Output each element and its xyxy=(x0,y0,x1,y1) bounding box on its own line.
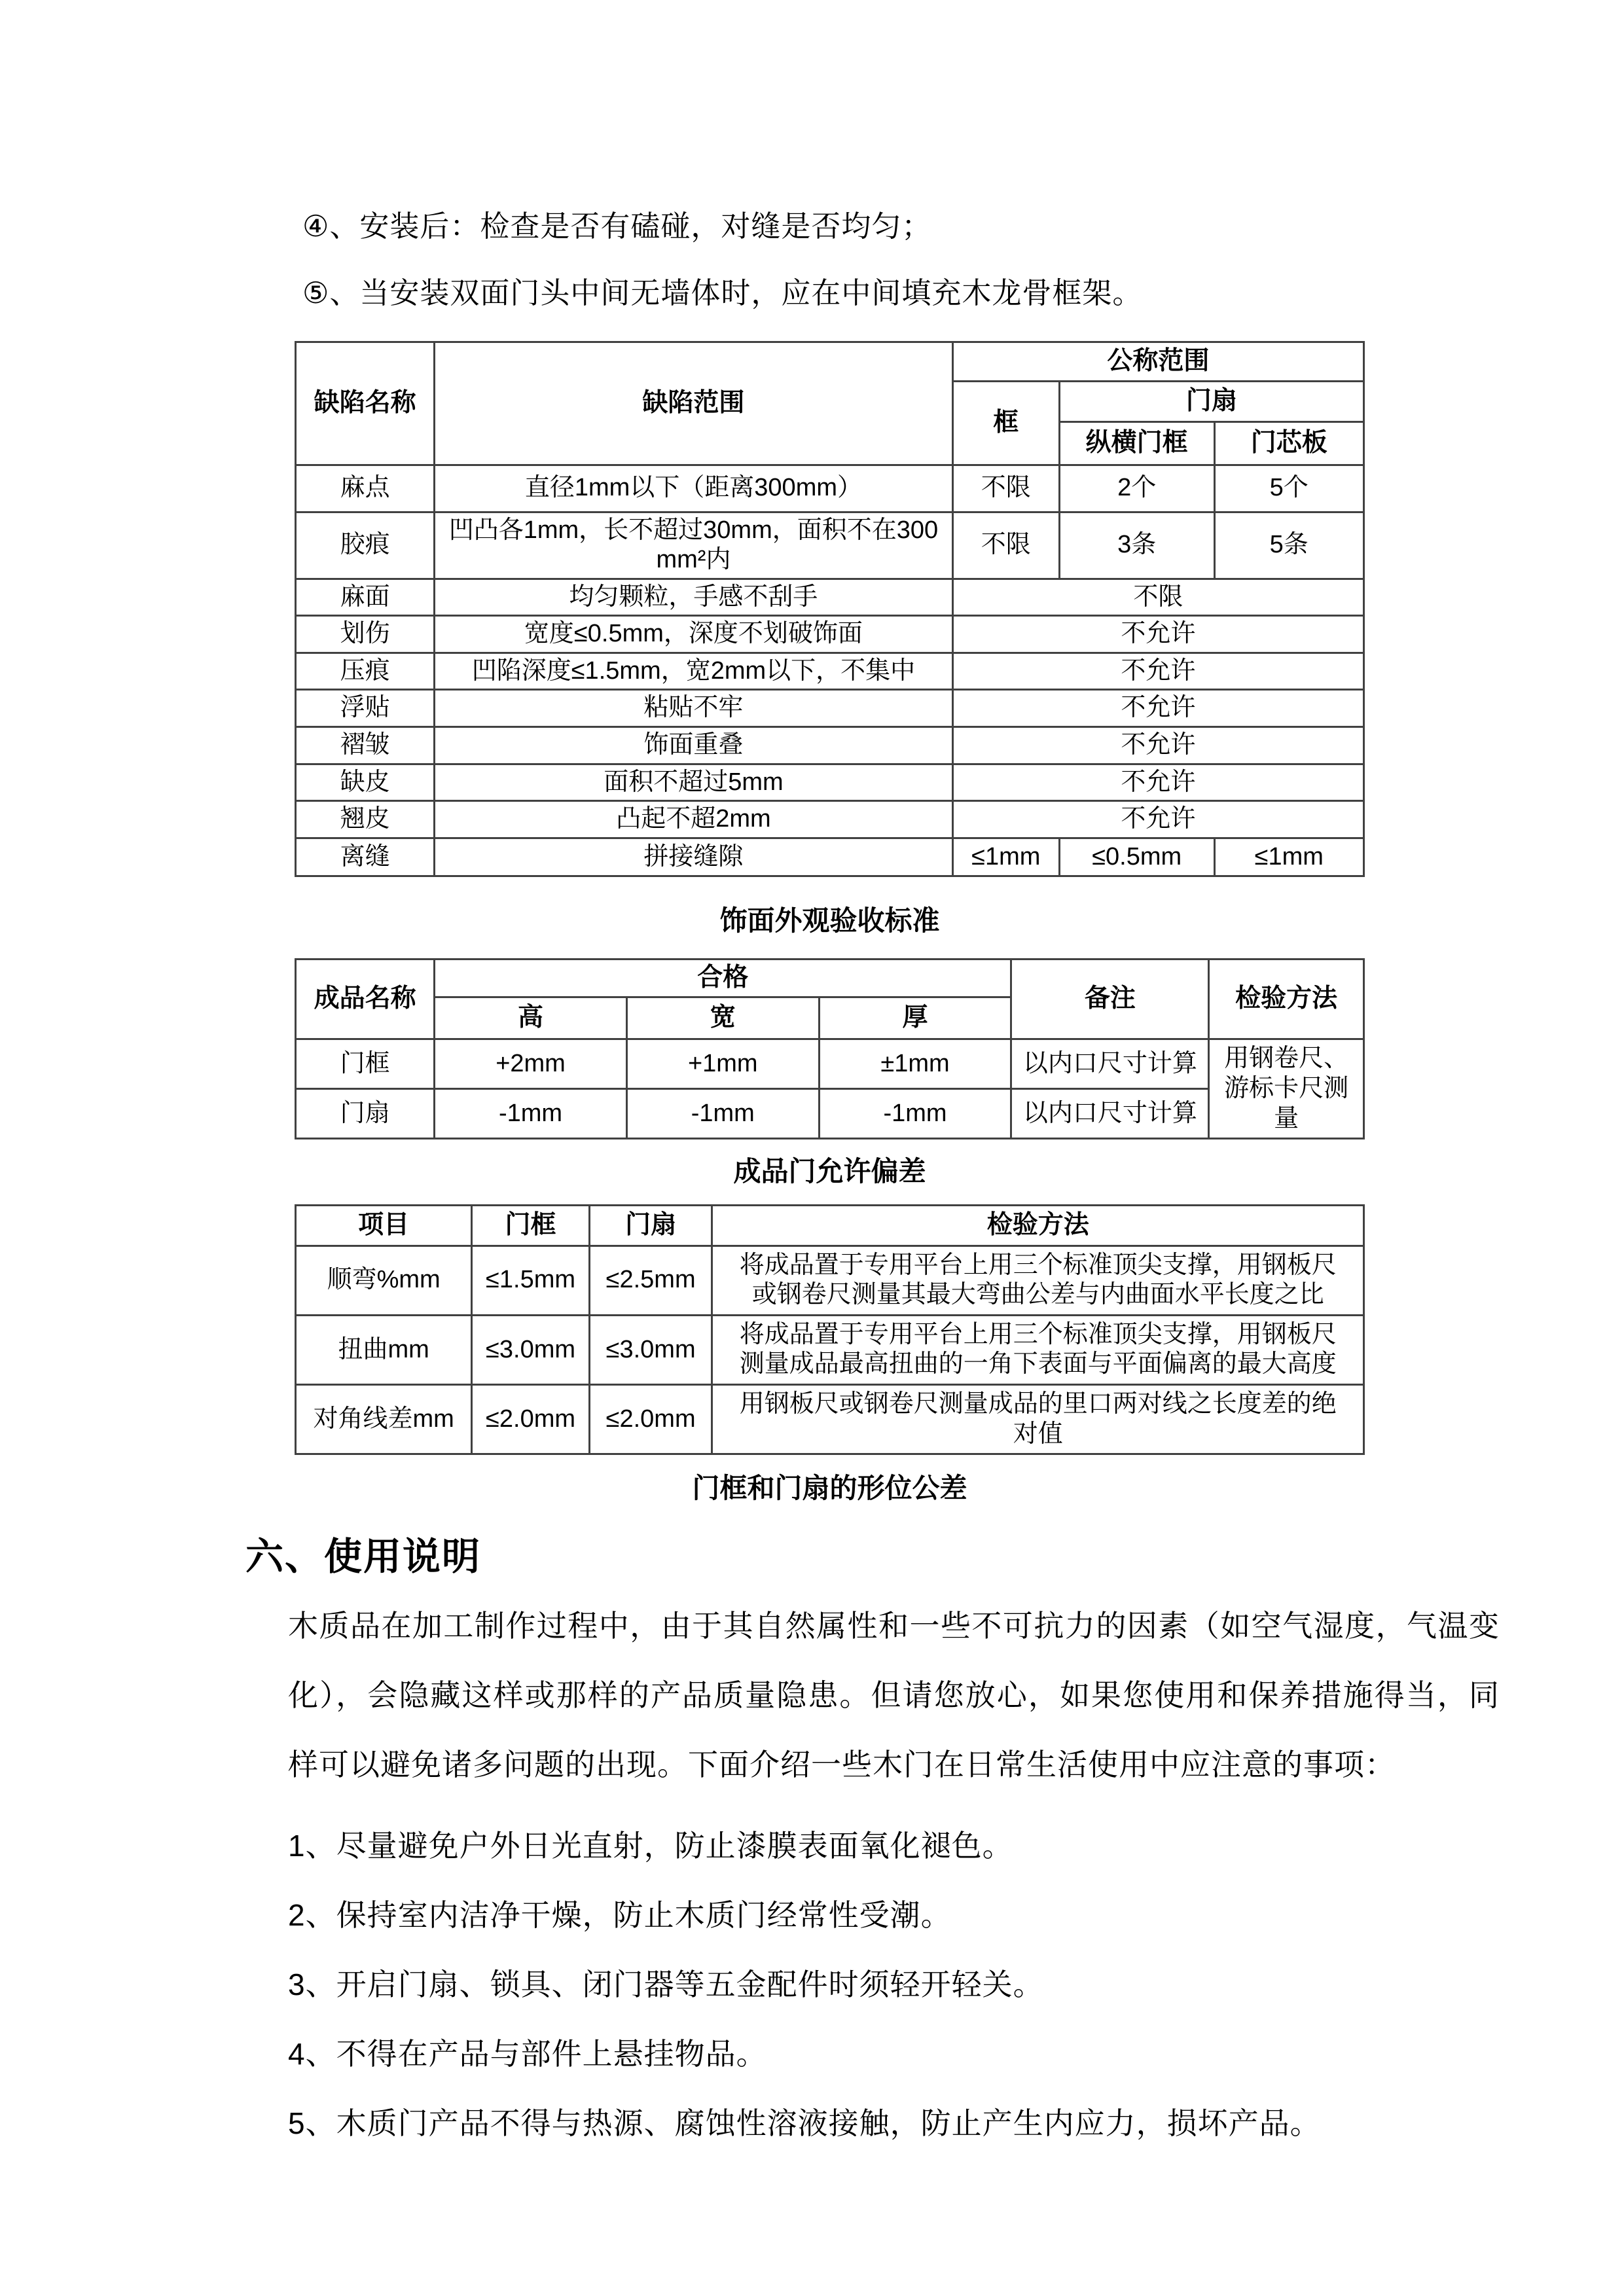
data-cell: 胶痕 xyxy=(296,512,435,579)
data-cell: +2mm xyxy=(435,1039,627,1089)
data-cell: 不允许 xyxy=(952,616,1363,653)
data-cell: 褶皱 xyxy=(296,727,435,764)
data-cell: 麻面 xyxy=(296,579,435,616)
data-cell: 划伤 xyxy=(296,616,435,653)
header-cell-item: 项目 xyxy=(296,1205,472,1246)
table-row xyxy=(296,653,1364,690)
usage-note-list xyxy=(288,1811,1500,2158)
data-cell: 对角线差mm xyxy=(296,1385,472,1454)
header-cell-width: 宽 xyxy=(626,997,819,1039)
data-cell: 不允许 xyxy=(952,764,1363,801)
data-cell: 不允许 xyxy=(952,727,1363,764)
data-cell: ≤0.5mm xyxy=(1059,838,1214,876)
data-cell: 凹凸各1mm，长不超过30mm，面积不在300mm²内 xyxy=(435,512,953,579)
data-cell: 5个 xyxy=(1214,465,1364,512)
data-cell: ≤1.5mm xyxy=(472,1246,590,1315)
data-cell: -1mm xyxy=(435,1089,627,1139)
data-cell: 拼接缝隙 xyxy=(435,838,953,876)
header-cell-height: 高 xyxy=(435,997,627,1039)
table-row xyxy=(296,764,1364,801)
data-cell: 直径1mm以下（距离300mm） xyxy=(435,465,953,512)
finish-appearance-table xyxy=(295,341,1365,877)
header-cell-core-board: 门芯板 xyxy=(1214,422,1364,465)
data-cell: 5条 xyxy=(1214,512,1364,579)
usage-intro-paragraph: 木质品在加工制作过程中，由于其自然属性和一些不可抗力的因素（如空气湿度，气温变化），会隐藏这样或那样的产品质量隐患。但请您放心，如果您使用和保养措施得当，同样可以避免诸多问题的出现。下面介绍一些木门在日常生活使用中应注意的事项： xyxy=(288,1609,1500,1782)
data-cell: 粘贴不牢 xyxy=(435,690,953,727)
data-cell: 不限 xyxy=(952,579,1363,616)
data-cell: 3条 xyxy=(1059,512,1214,579)
header-cell-door-leaf: 门扇 xyxy=(1059,381,1363,422)
data-cell: 以内口尺寸计算 xyxy=(1011,1089,1209,1139)
table-row xyxy=(296,690,1364,727)
tolerance-table xyxy=(295,1204,1365,1456)
usage-note-2: 2、保持室内洁净干燥，防止木质门经常性受潮。 xyxy=(288,1898,952,1933)
table-row xyxy=(296,579,1364,616)
table3-caption: 门框和门扇的形位公差 xyxy=(692,1473,967,1504)
install-step-4: ④、安装后：检查是否有磕碰，对缝是否均匀； xyxy=(302,209,932,243)
data-cell: -1mm xyxy=(819,1089,1011,1139)
data-cell-method: 用钢板尺或钢卷尺测量成品的里口两对线之长度差的绝对值 xyxy=(712,1385,1364,1454)
data-cell: ≤3.0mm xyxy=(589,1315,712,1384)
table2-caption: 成品门允许偏差 xyxy=(733,1156,926,1187)
data-cell: 不允许 xyxy=(952,653,1363,690)
data-cell-method: 将成品置于专用平台上用三个标准顶尖支撑，用钢板尺或钢卷尺测量其最大弯曲公差与内曲面水平长度之比 xyxy=(712,1246,1364,1315)
finish-appearance-table-wrapper xyxy=(295,341,1365,877)
finished-door-deviation-table-wrapper xyxy=(295,958,1365,1139)
table-row xyxy=(296,838,1364,876)
tolerance-table-wrapper xyxy=(295,1204,1365,1456)
data-cell: 凹陷深度≤1.5mm，宽2mm以下，不集中 xyxy=(435,653,953,690)
data-cell: +1mm xyxy=(626,1039,819,1089)
data-cell: ≤1mm xyxy=(1214,838,1364,876)
data-cell: 凸起不超2mm xyxy=(435,801,953,838)
header-cell-note: 备注 xyxy=(1011,960,1209,1039)
header-cell-product-name: 成品名称 xyxy=(296,960,435,1039)
header-cell-thickness: 厚 xyxy=(819,997,1011,1039)
data-cell: ≤2.5mm xyxy=(589,1246,712,1315)
table-row xyxy=(296,1089,1364,1139)
data-cell: 2个 xyxy=(1059,465,1214,512)
table-row xyxy=(296,1039,1364,1089)
table-row xyxy=(296,465,1364,512)
data-cell: 均匀颗粒，手感不刮手 xyxy=(435,579,953,616)
data-cell: 离缝 xyxy=(296,838,435,876)
data-cell: ≤3.0mm xyxy=(472,1315,590,1384)
data-cell: 以内口尺寸计算 xyxy=(1011,1039,1209,1089)
data-cell: ≤1mm xyxy=(952,838,1059,876)
section-heading-usage-instructions: 六、使用说明 xyxy=(245,1535,482,1578)
finished-door-deviation-table xyxy=(295,958,1365,1139)
data-cell-method: 将成品置于专用平台上用三个标准顶尖支撑，用钢板尺测量成品最高扭曲的一角下表面与平面偏离的最大高度 xyxy=(712,1315,1364,1384)
table-row xyxy=(296,801,1364,838)
data-cell: 门扇 xyxy=(296,1089,435,1139)
header-cell-vh-frame: 纵横门框 xyxy=(1059,422,1214,465)
table-row xyxy=(296,512,1364,579)
data-cell: 门框 xyxy=(296,1039,435,1089)
header-cell-leaf: 门扇 xyxy=(589,1205,712,1246)
usage-note-4: 4、不得在产品与部件上悬挂物品。 xyxy=(288,2037,767,2072)
header-cell-method: 检验方法 xyxy=(712,1205,1364,1246)
install-step-list xyxy=(302,0,1506,312)
data-cell: 不允许 xyxy=(952,801,1363,838)
data-cell: 面积不超过5mm xyxy=(435,764,953,801)
table1-caption: 饰面外观验收标准 xyxy=(719,905,940,936)
data-cell: 宽度≤0.5mm，深度不划破饰面 xyxy=(435,616,953,653)
table-row xyxy=(296,1315,1364,1384)
data-cell: 浮贴 xyxy=(296,690,435,727)
data-cell: 缺皮 xyxy=(296,764,435,801)
data-cell: 扭曲mm xyxy=(296,1315,472,1384)
table-row xyxy=(296,616,1364,653)
table-row xyxy=(296,1385,1364,1454)
data-cell: 不允许 xyxy=(952,690,1363,727)
data-cell: ≤2.0mm xyxy=(589,1385,712,1454)
data-cell: 麻点 xyxy=(296,465,435,512)
data-cell: 翘皮 xyxy=(296,801,435,838)
data-cell: ±1mm xyxy=(819,1039,1011,1089)
usage-note-3: 3、开启门扇、锁具、闭门器等五金配件时须轻开轻关。 xyxy=(288,1967,1044,2002)
data-cell: 饰面重叠 xyxy=(435,727,953,764)
data-cell: 压痕 xyxy=(296,653,435,690)
usage-note-5: 5、木质门产品不得与热源、腐蚀性溶液接触，防止产生内应力，损坏产品。 xyxy=(288,2106,1321,2141)
table-row xyxy=(296,1246,1364,1315)
header-cell-defect-range: 缺陷范围 xyxy=(435,342,953,465)
header-cell-pass: 合格 xyxy=(435,960,1011,997)
header-cell-defect-name: 缺陷名称 xyxy=(296,342,435,465)
usage-note-1: 1、尽量避免户外日光直射，防止漆膜表面氧化褪色。 xyxy=(288,1829,1013,1863)
data-cell: -1mm xyxy=(626,1089,819,1139)
data-cell: 顺弯%mm xyxy=(296,1246,472,1315)
header-cell-frame: 门框 xyxy=(472,1205,590,1246)
table-row xyxy=(296,727,1364,764)
header-cell-method: 检验方法 xyxy=(1209,960,1364,1039)
data-cell: 不限 xyxy=(952,465,1059,512)
install-step-5: ⑤、当安装双面门头中间无墙体时，应在中间填充木龙骨框架。 xyxy=(302,276,1143,310)
data-cell: ≤2.0mm xyxy=(472,1385,590,1454)
header-cell-frame: 框 xyxy=(952,381,1059,465)
header-cell-nominal-range: 公称范围 xyxy=(952,342,1363,381)
data-cell: 不限 xyxy=(952,512,1059,579)
data-cell-method: 用钢卷尺、游标卡尺测量 xyxy=(1209,1039,1364,1139)
